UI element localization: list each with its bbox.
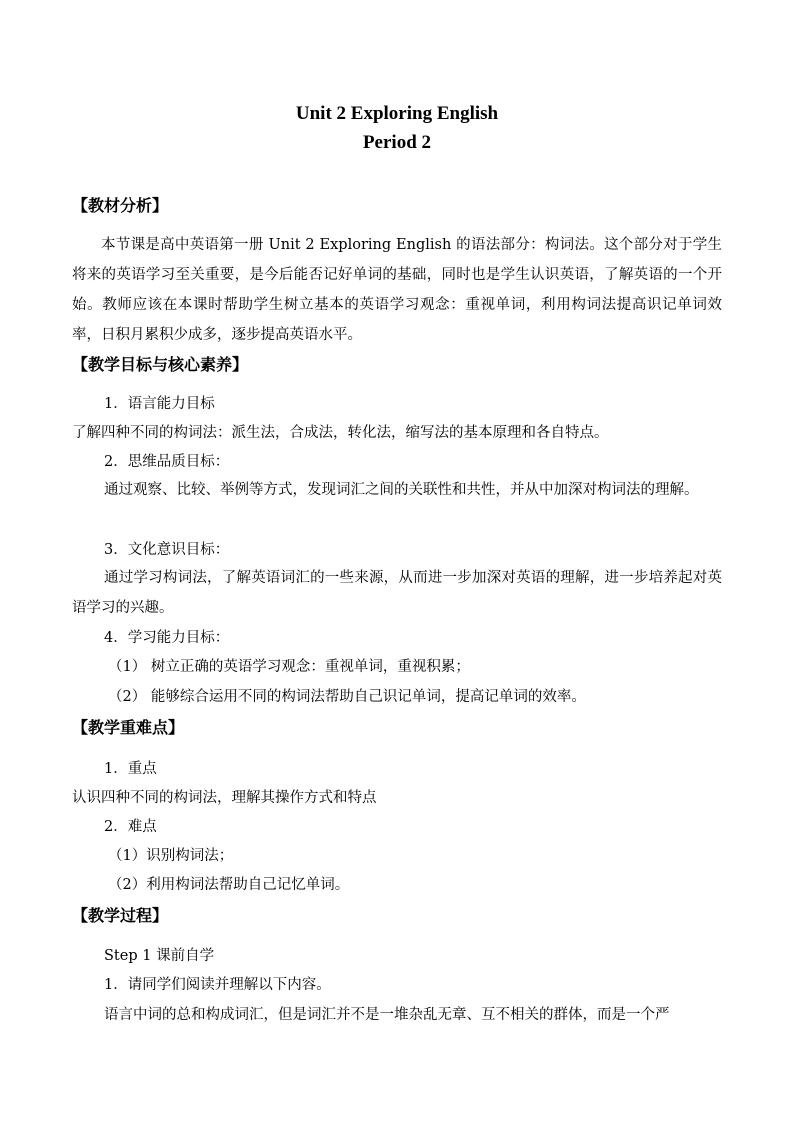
keypoint-2-sub1: （1）识别构词法；	[108, 848, 234, 864]
objective-1-text: 了解四种不同的构词法：派生法，合成法，转化法，缩写法的基本原理和各自特点。	[72, 425, 609, 441]
objective-4-sub1: （1） 树立正确的英语学习观念：重视单词，重视积累；	[108, 659, 470, 675]
keypoint-2-sub2: （2）利用构词法帮助自己记忆单词。	[108, 877, 350, 893]
objective-3-title: 3．文化意识目标：	[104, 542, 230, 558]
section-heading-process: 【教学过程】	[72, 906, 169, 925]
objective-3-text: 通过学习构词法，了解英语词汇的一些来源，从而进一步加深对英语的理解，进一步培养起对英语学习的兴趣。	[72, 570, 722, 616]
document-subtitle: Period 2	[362, 132, 432, 153]
keypoint-1-text: 认识四种不同的构词法，理解其操作方式和特点	[72, 790, 377, 806]
document-title: Unit 2 Exploring English	[295, 103, 499, 124]
objective-4-sub2: （2） 能够综合运用不同的构词法帮助自己识记单词，提高记单词的效率。	[108, 689, 586, 705]
process-step-1-item: 1．请同学们阅读并理解以下内容。	[104, 977, 331, 993]
keypoint-2-title: 2．难点	[104, 819, 157, 835]
analysis-paragraph: 本节课是高中英语第一册 Unit 2 Exploring English 的语法部分：构词法。这个部分对于学生将来的英语学习至关重要，是今后能否记好单词的基础，同时也是学生认识英语，了解英语的一个开始。教师应该在本课时帮助学生树立基本的英语学习观念：重视单词，利用构词法提高识记单词效率，日积月累积少成多，逐步提高英语水平。	[72, 237, 722, 343]
objective-2-text: 通过观察、比较、举例等方式，发现词汇之间的关联性和共性，并从中加深对构词法的理解。	[104, 482, 699, 498]
section-heading-analysis: 【教材分析】	[72, 196, 169, 215]
section-heading-objectives: 【教学目标与核心素养】	[72, 355, 249, 374]
keypoint-1-title: 1．重点	[104, 761, 157, 777]
objective-1-title: 1．语言能力目标	[104, 396, 215, 412]
process-step-1: Step 1 课前自学	[104, 948, 215, 964]
process-step-1-text: 语言中词的总和构成词汇，但是词汇并不是一堆杂乱无章、互不相关的群体，而是一个严	[104, 1007, 670, 1023]
section-heading-keypoints: 【教学重难点】	[72, 718, 185, 737]
objective-2-title: 2．思维品质目标：	[104, 454, 230, 470]
objective-4-title: 4．学习能力目标：	[104, 630, 230, 646]
